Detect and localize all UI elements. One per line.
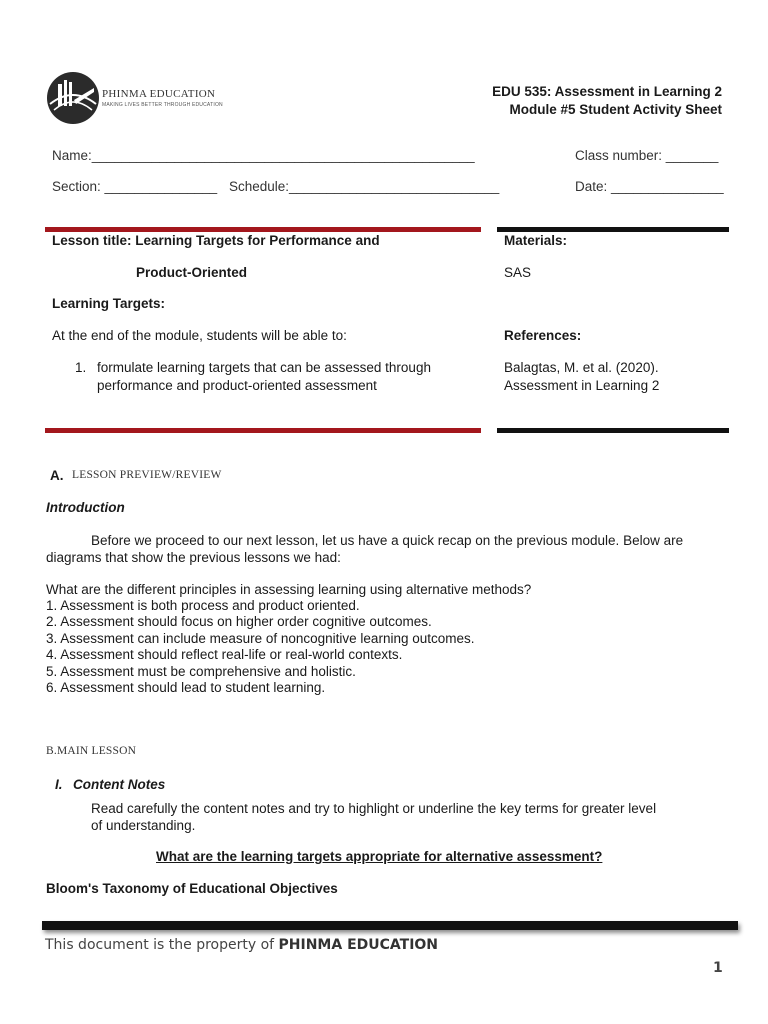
target-item-line1: formulate learning targets that can be assessed through: [97, 360, 431, 375]
reference-line1: Balagtas, M. et al. (2020).: [504, 360, 659, 375]
references-heading: References:: [504, 328, 582, 343]
logo-tagline: MAKING LIVES BETTER THROUGH EDUCATION: [102, 102, 223, 108]
bottom-red-rule: [45, 428, 481, 433]
name-field: Name:___________________________________________________: [52, 148, 475, 163]
top-red-rule: [45, 227, 481, 232]
class-number-field: Class number: _______: [575, 148, 719, 163]
intro-paragraph-line2: diagrams that show the previous lessons we had:: [46, 550, 341, 565]
principle-item: 6. Assessment should lead to student learning.: [46, 680, 326, 695]
bottom-black-rule: [497, 428, 729, 433]
materials-heading: Materials:: [504, 233, 568, 248]
target-number: 1.: [75, 360, 87, 375]
principles-question: What are the different principles in assessing learning using alternative methods?: [46, 582, 532, 597]
phinma-logo: [46, 70, 223, 126]
page-number: 1: [713, 960, 723, 976]
introduction-heading: Introduction: [46, 500, 125, 515]
module-title: Module #5 Student Activity Sheet: [509, 102, 722, 117]
date-field: Date: _______________: [575, 179, 724, 194]
targets-intro: At the end of the module, students will be able to:: [52, 328, 347, 343]
footer-owner: PHINMA EDUCATION: [278, 937, 439, 953]
intro-paragraph-line1: Before we proceed to our next lesson, let us have a quick recap on the previous module. Below are: [91, 533, 684, 548]
principle-item: 5. Assessment must be comprehensive and holistic.: [46, 664, 356, 679]
course-title: EDU 535: Assessment in Learning 2: [492, 84, 722, 99]
content-notes-line2: of understanding.: [91, 818, 196, 833]
content-notes-numeral: I.: [55, 777, 63, 792]
footer-rule: [42, 921, 738, 930]
principle-item: 1. Assessment is both process and product oriented.: [46, 598, 360, 613]
phinma-emblem-icon: [46, 70, 100, 126]
principle-item: 2. Assessment should focus on higher order cognitive outcomes.: [46, 614, 432, 629]
lesson-title: Lesson title: Learning Targets for Performance and: [52, 233, 380, 248]
section-b-title: B.MAIN LESSON: [46, 745, 137, 757]
logo-name: PHINMA EDUCATION: [102, 88, 216, 100]
schedule-field: Schedule:____________________________: [229, 179, 500, 194]
learning-targets-heading: Learning Targets:: [52, 296, 166, 311]
lesson-title-cont: Product-Oriented: [136, 265, 248, 280]
content-notes-heading: Content Notes: [73, 777, 166, 792]
content-notes-line1: Read carefully the content notes and try to highlight or underline the key terms for greater level: [91, 801, 657, 816]
principle-item: 4. Assessment should reflect real-life or real-world contexts.: [46, 647, 403, 662]
section-a-title: LESSON PREVIEW/REVIEW: [72, 469, 222, 481]
target-item-line2: performance and product-oriented assessment: [97, 378, 377, 393]
footer-prefix: This document is the property of: [45, 937, 279, 953]
footer-ownership: [45, 937, 438, 953]
reference-line2: Assessment in Learning 2: [504, 378, 660, 393]
blooms-taxonomy-heading: Bloom's Taxonomy of Educational Objectives: [46, 881, 338, 896]
materials-value: SAS: [504, 265, 532, 280]
top-black-rule: [497, 227, 729, 232]
section-field: Section: _______________: [52, 179, 218, 194]
learning-targets-question: What are the learning targets appropriate for alternative assessment?: [156, 849, 603, 864]
principle-item: 3. Assessment can include measure of noncognitive learning outcomes.: [46, 631, 475, 646]
section-a-letter: A.: [50, 468, 64, 483]
